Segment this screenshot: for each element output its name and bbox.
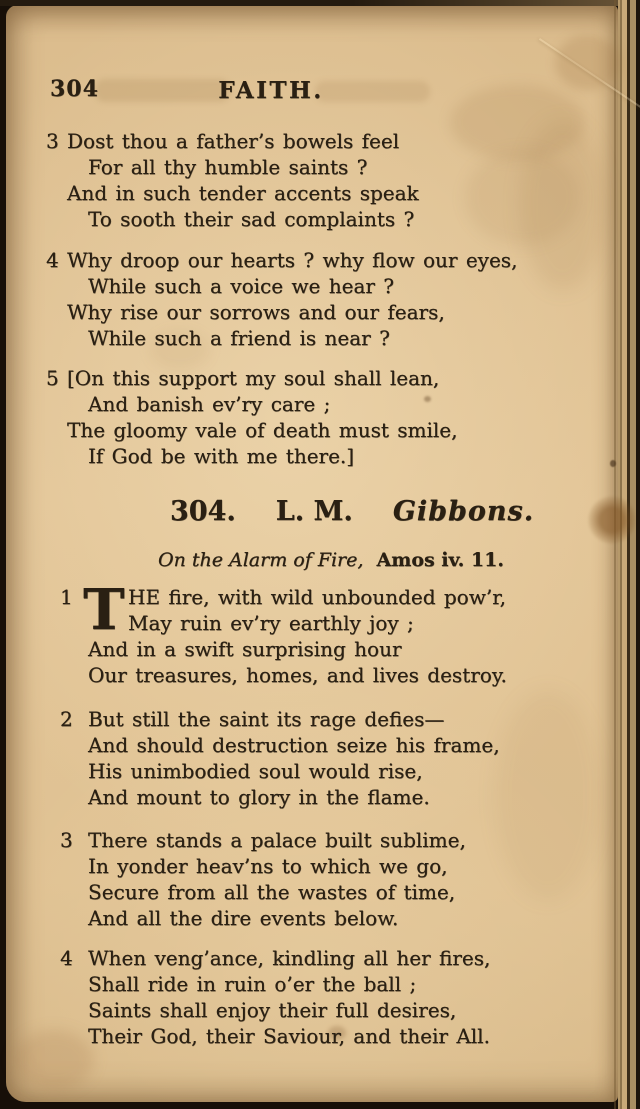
hymn-number: 304. [170,496,236,527]
verse-line: While such a voice we hear ? [88,274,395,298]
verse-line: His unimbodied soul would rise, [88,759,423,783]
verse [46,128,419,232]
verse [60,945,490,1049]
verse-line: Shall ride in ruin o’er the ball ; [88,972,417,996]
verse [60,577,507,688]
verse-line: [On this support my soul shall lean, [67,366,440,390]
verse-line: Why droop our hearts ? why flow our eyes, [67,248,518,272]
verse [60,706,500,810]
verse [60,827,466,931]
verse-line: And in such tender accents speak [67,181,419,205]
verse-number: 4 [60,946,73,970]
hymn-subtitle [158,549,504,571]
verse-line: And mount to glory in the flame. [88,785,430,809]
hymn-meter: L. M. [275,496,353,527]
verse-line: While such a friend is near ? [88,326,390,350]
verse-line: And banish ev’ry care ; [88,392,331,416]
verse-line: And all the dire events below. [88,906,399,930]
verse-line: There stands a palace built sublime, [88,828,466,852]
verse-line: But still the saint its rage defies— [88,707,445,731]
verse-lines [88,945,490,1049]
page-number: 304 [50,76,99,102]
verse-line: And in a swift surprising hour [88,637,402,661]
verse-number: 4 [46,248,59,272]
verse [46,365,458,469]
verse-number: 5 [46,366,59,390]
verse-line: Dost thou a father’s bowels feel [67,129,400,153]
verse-line: In yonder heav’ns to which we go, [88,854,448,878]
verse-line: HE fire, with wild unbounded pow’r, [128,585,506,609]
verse-line: Their God, their Saviour, and their All. [88,1024,490,1048]
running-head: FAITH. [218,77,324,104]
verse-line: The gloomy vale of death must smile, [67,418,458,442]
subtitle-occasion: On the Alarm of Fire, [158,549,364,571]
verse-line: May ruin ev’ry earthly joy ; [128,611,414,635]
drop-cap: T [83,577,125,643]
subtitle-scripture: Amos iv. 11. [376,549,504,571]
verse-lines [67,365,458,469]
verse [46,247,517,351]
verse-lines [88,706,500,810]
verse-lines [88,827,466,931]
verse-line: Secure from all the wastes of time, [88,880,456,904]
verse-number: 2 [60,707,73,731]
verse-line: To sooth their sad complaints ? [88,207,415,231]
hymn-author: Gibbons. [392,496,535,527]
verse-line: Our treasures, homes, and lives destroy. [88,663,507,687]
verse-line: Saints shall enjoy their full desires, [88,998,457,1022]
verse-line: For all thy humble saints ? [88,155,368,179]
verse-line: Why rise our sorrows and our fears, [67,300,445,324]
verse-line: When veng’ance, kindling all her fires, [88,946,491,970]
verse-lines [67,247,517,351]
verse-number: 3 [60,828,73,852]
verse-line: And should destruction seize his frame, [88,733,500,757]
hymn-heading [170,496,534,527]
verse-number: 3 [46,129,59,153]
verse-lines [67,128,419,232]
verse-lines [83,577,507,688]
verse-line: If God be with me there.] [88,444,355,468]
verse-number: 1 [60,585,73,609]
